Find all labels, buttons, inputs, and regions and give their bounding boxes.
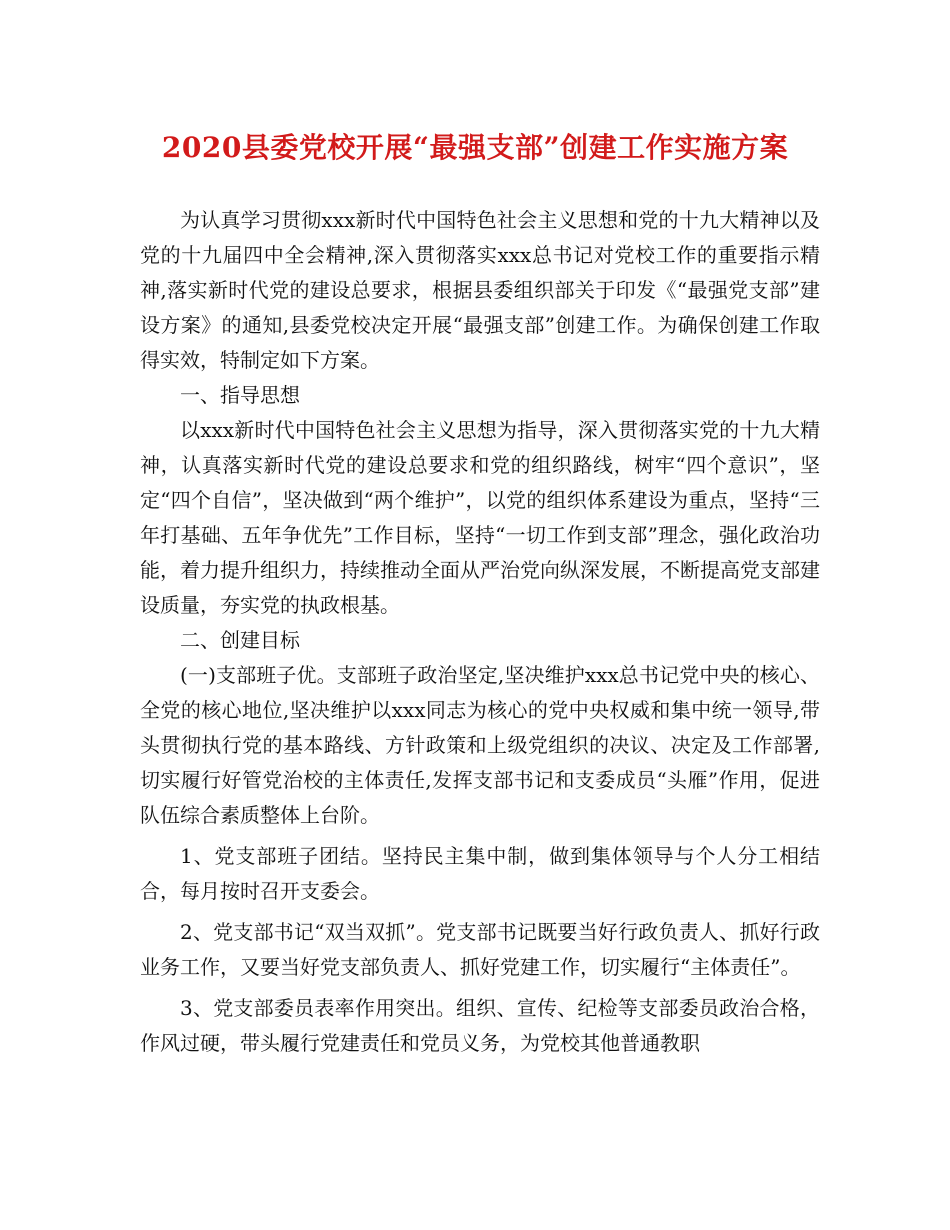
paragraph-goal-1: (一)支部班子优。支部班子政治坚定,坚决维护xxx总书记党中央的核心、全党的核心地位,坚决维护以xxx同志为核心的党中央权威和集中统一领导,带头贯彻执行党的基本路线、方针政策和上级党组织的决议、决定及工作部署,切实履行好管党治校的主体责任,发挥支部书记和支委成员“头雁”作用，促进队伍综合素质整体上台阶。 [140, 663, 820, 827]
document-body [140, 203, 820, 1061]
paragraph-item-2: 2、党支部书记“双当双抓”。党支部书记既要当好行政负责人、抓好行政业务工作，又要当好党支部负责人、抓好党建工作，切实履行“主体责任”。 [140, 920, 820, 979]
section-heading-guiding-ideology: 一、指导思想 [180, 383, 300, 407]
paragraph-guiding-ideology: 以xxx新时代中国特色社会主义思想为指导，深入贯彻落实党的十九大精神，认真落实新时代党的建设总要求和党的组织路线，树牢“四个意识”，坚定“四个自信”，坚决做到“两个维护”，以党的组织体系建设为重点，坚持“三年打基础、五年争优先”工作目标，坚持“一切工作到支部”理念，强化政治功能，着力提升组织力，持续推动全面从严治党向纵深发展，不断提高党支部建设质量，夯实党的执政根基。 [140, 418, 820, 617]
document-title: 2020县委党校开展“最强支部”创建工作实施方案 [161, 131, 789, 164]
paragraph-intro: 为认真学习贯彻xxx新时代中国特色社会主义思想和党的十九大精神以及党的十九届四中全会精神,深入贯彻落实xxx总书记对党校工作的重要指示精神,落实新时代党的建设总要求，根据县委组织部关于印发《“最强党支部”建设方案》的通知,县委党校决定开展“最强支部”创建工作。为确保创建工作取得实效，特制定如下方案。 [140, 208, 820, 372]
paragraph-item-1: 1、党支部班子团结。坚持民主集中制，做到集体领导与个人分工相结合，每月按时召开支委会。 [140, 844, 820, 903]
section-heading-goals: 二、创建目标 [180, 628, 300, 652]
paragraph-item-3: 3、党支部委员表率作用突出。组织、宣传、纪检等支部委员政治合格，作风过硬，带头履行党建责任和党员义务，为党校其他普通教职 [140, 996, 820, 1055]
